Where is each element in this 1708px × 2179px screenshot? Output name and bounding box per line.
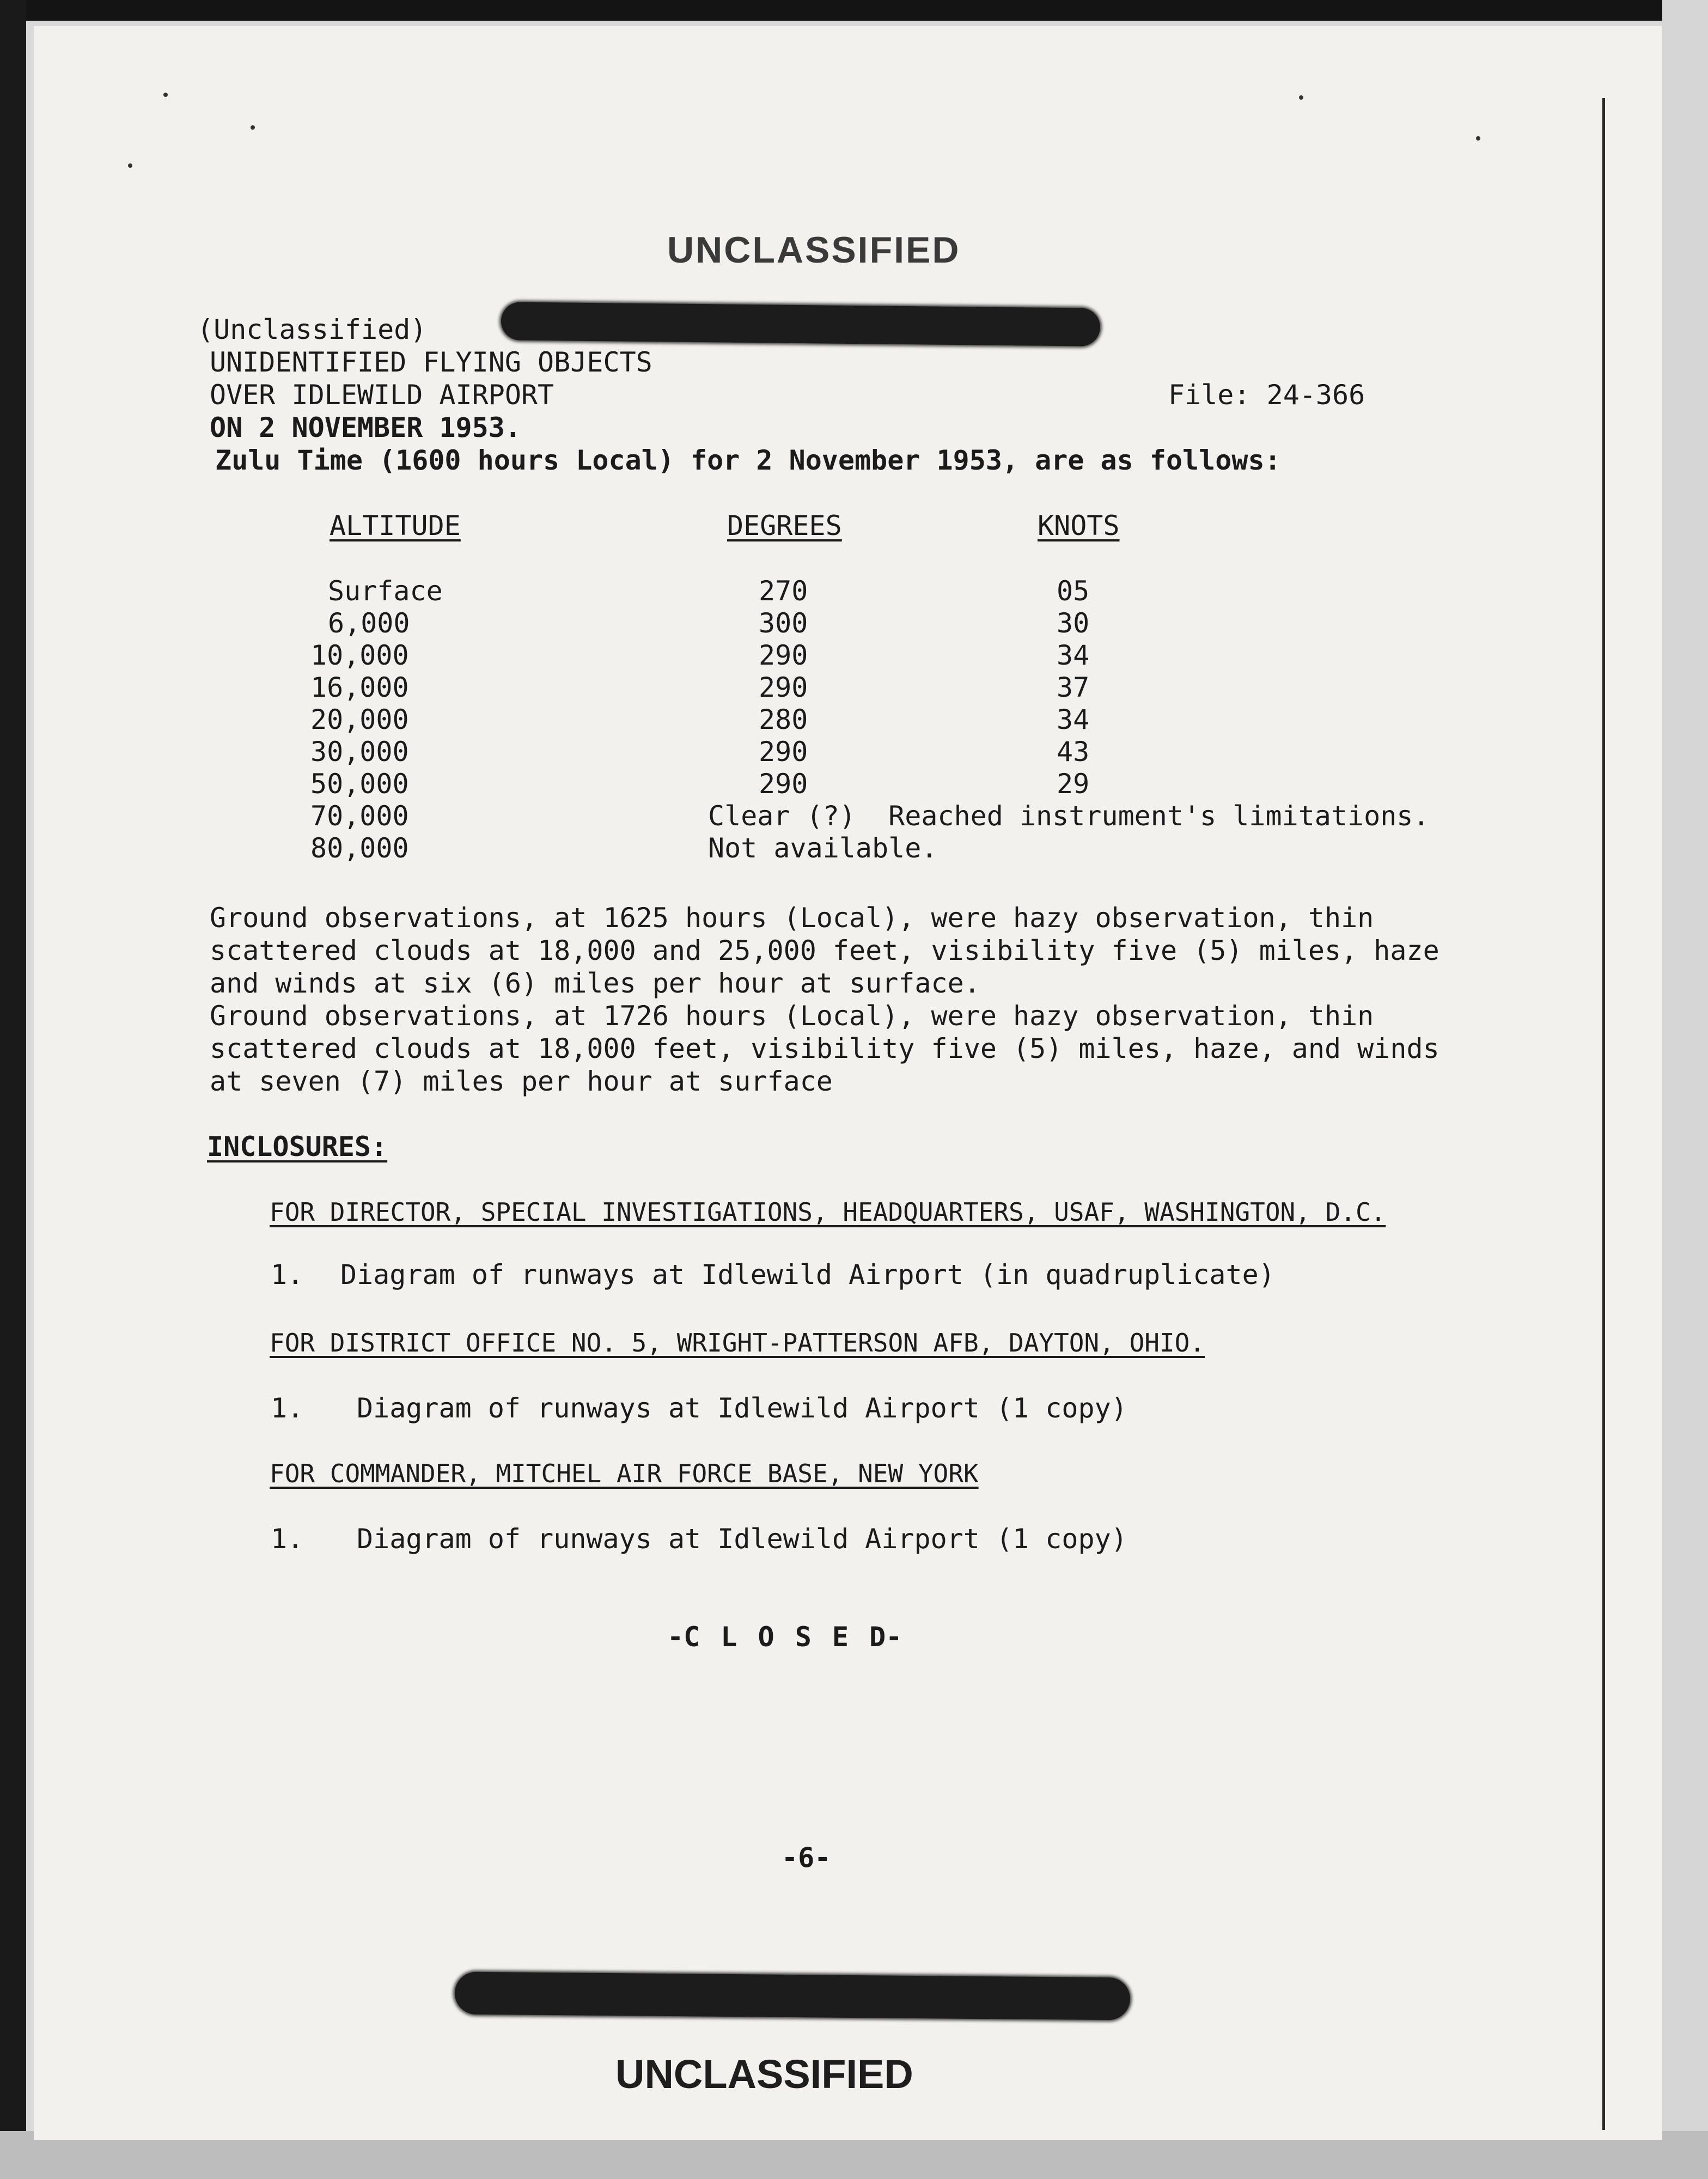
enclosures-heading: INCLOSURES: <box>207 1131 388 1162</box>
file-number: File: 24-366 <box>1168 379 1365 411</box>
knots-cell: 43 <box>1057 736 1090 768</box>
scan-border-top <box>0 0 1708 21</box>
header-knots: KNOTS <box>1038 510 1120 541</box>
knots-cell: 30 <box>1057 607 1090 639</box>
intro-line: Zulu Time (1600 hours Local) for 2 November 1953, are as follows: <box>215 445 1281 476</box>
subject-line-3: ON 2 NOVEMBER 1953. <box>210 412 521 443</box>
knots-cell: 37 <box>1057 672 1090 703</box>
recipient-line: FOR DIRECTOR, SPECIAL INVESTIGATIONS, HEADQUARTERS, USAF, WASHINGTON, D.C. <box>270 1197 1386 1227</box>
page-edge-line <box>1602 98 1605 2130</box>
degrees-cell: 290 <box>759 672 808 703</box>
enclosure-item: Diagram of runways at Idlewild Airport (1 copy) <box>357 1392 1127 1424</box>
enclosure-item: Diagram of runways at Idlewild Airport (1 copy) <box>357 1523 1127 1555</box>
scan-border-left <box>0 0 26 2179</box>
degrees-cell: 290 <box>759 640 808 671</box>
scan-speck <box>1476 136 1480 141</box>
observation-line: scattered clouds at 18,000 feet, visibility five (5) miles, haze, and winds <box>210 1033 1439 1064</box>
classification-label: (Unclassified) <box>197 314 427 345</box>
scan-speck <box>1299 95 1303 100</box>
knots-cell: 29 <box>1057 768 1090 800</box>
enclosure-number: 1. <box>271 1392 304 1424</box>
classification-stamp-top: UNCLASSIFIED <box>667 229 961 271</box>
degrees-cell: 270 <box>759 575 808 607</box>
scan-speck <box>128 163 132 168</box>
redaction-bar-top <box>501 302 1101 346</box>
subject-line-2: OVER IDLEWILD AIRPORT <box>210 379 554 411</box>
degrees-cell: 290 <box>759 768 808 800</box>
altitude-cell: 70,000 <box>310 800 409 832</box>
table-note: Clear (?) Reached instrument's limitations. <box>708 800 1430 832</box>
recipient-line: FOR DISTRICT OFFICE NO. 5, WRIGHT-PATTERSON AFB, DAYTON, OHIO. <box>270 1328 1205 1358</box>
altitude-cell: Surface <box>328 575 443 607</box>
observation-line: and winds at six (6) miles per hour at surface. <box>210 967 980 999</box>
scan-speck <box>163 93 168 97</box>
altitude-cell: 6,000 <box>328 607 410 639</box>
table-note: Not available. <box>708 832 938 864</box>
altitude-cell: 20,000 <box>310 704 409 735</box>
observation-line: at seven (7) miles per hour at surface <box>210 1066 833 1097</box>
degrees-cell: 300 <box>759 607 808 639</box>
knots-cell: 34 <box>1057 704 1090 735</box>
closed-marker: -C L O S E D- <box>667 1621 902 1653</box>
altitude-cell: 10,000 <box>310 640 409 671</box>
enclosure-number: 1. <box>271 1523 304 1555</box>
recipient-line: FOR COMMANDER, MITCHEL AIR FORCE BASE, NEW YORK <box>270 1459 979 1488</box>
scan-speck <box>251 125 255 130</box>
degrees-cell: 280 <box>759 704 808 735</box>
altitude-cell: 16,000 <box>310 672 409 703</box>
knots-cell: 05 <box>1057 575 1090 607</box>
observation-line: Ground observations, at 1625 hours (Local), were hazy observation, thin <box>210 902 1374 934</box>
redaction-bar-bottom <box>455 1972 1131 2020</box>
header-degrees: DEGREES <box>727 510 842 541</box>
subject-line-1: UNIDENTIFIED FLYING OBJECTS <box>210 346 652 378</box>
header-altitude: ALTITUDE <box>330 510 461 541</box>
page-number: -6- <box>782 1842 831 1873</box>
knots-cell: 34 <box>1057 640 1090 671</box>
observation-line: Ground observations, at 1726 hours (Local), were hazy observation, thin <box>210 1000 1374 1032</box>
enclosure-number: 1. <box>271 1259 304 1291</box>
scan-border-right <box>1662 0 1708 2179</box>
observation-line: scattered clouds at 18,000 and 25,000 feet, visibility five (5) miles, haze <box>210 935 1439 966</box>
enclosure-item: Diagram of runways at Idlewild Airport (in quadruplicate) <box>340 1259 1275 1291</box>
altitude-cell: 30,000 <box>310 736 409 768</box>
classification-stamp-bottom: UNCLASSIFIED <box>615 2052 913 2097</box>
degrees-cell: 290 <box>759 736 808 768</box>
altitude-cell: 50,000 <box>310 768 409 800</box>
altitude-cell: 80,000 <box>310 832 409 864</box>
